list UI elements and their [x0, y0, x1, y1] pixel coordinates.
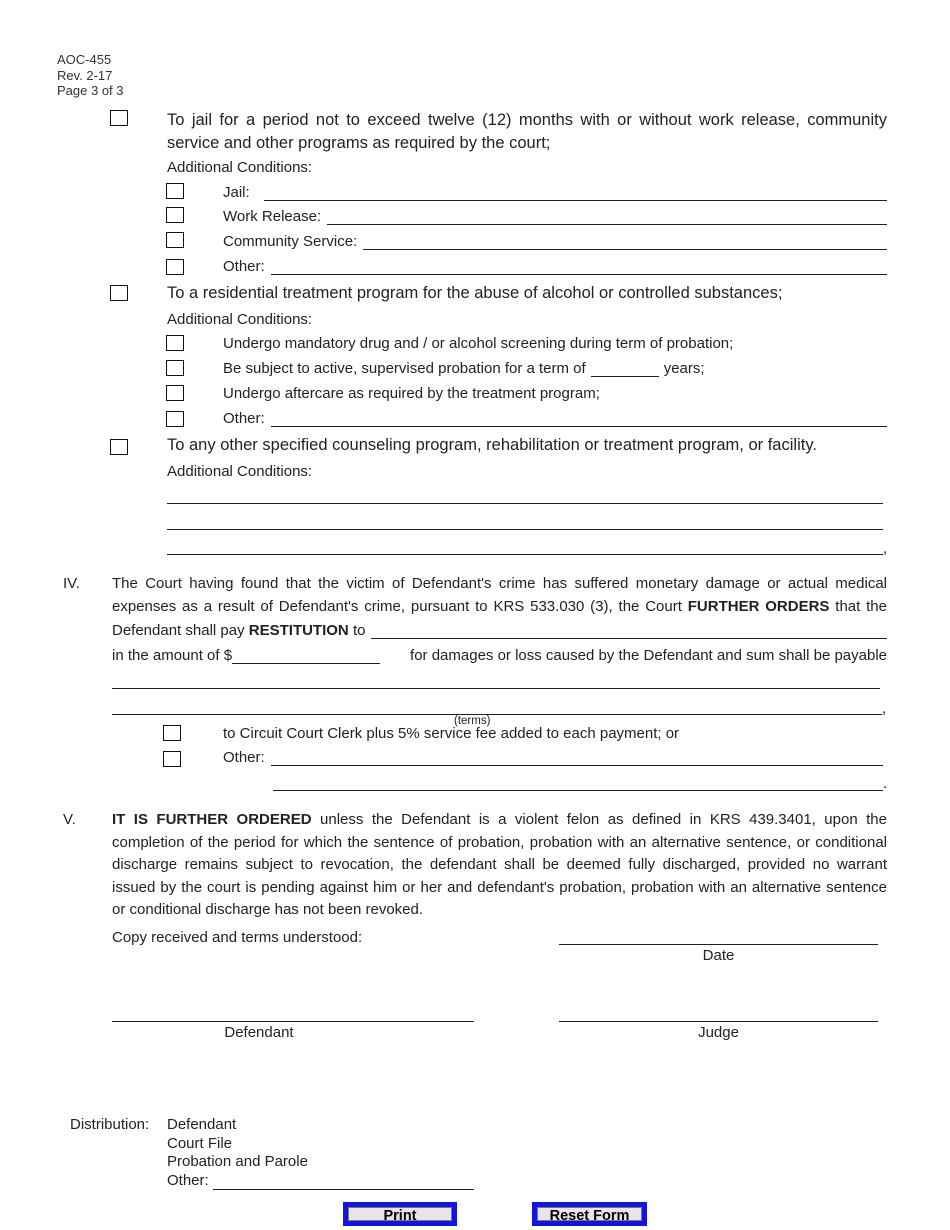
distribution-other-field[interactable]: [213, 1175, 474, 1190]
treatment-other-row: [223, 410, 887, 427]
distribution-court-file: Court File: [167, 1134, 233, 1152]
jail-checkbox[interactable]: [110, 110, 128, 126]
jail-additional-label: Additional Conditions:: [167, 159, 313, 176]
payment-other-checkbox[interactable]: [163, 751, 181, 767]
treatment-text: To a residential treatment program for the abuse of alcohol or controlled substances;: [167, 284, 783, 302]
section-v-numeral: V.: [63, 811, 76, 828]
community-service-field[interactable]: [363, 235, 887, 250]
payment-other-line-2[interactable]: [273, 790, 883, 791]
counseling-conditions-line-1[interactable]: [167, 503, 883, 504]
amount-suffix: for damages or loss caused by the Defendant and sum shall be payable: [410, 647, 887, 664]
form-revision: Rev. 2-17: [57, 67, 113, 83]
supervised-probation-row: [223, 360, 705, 377]
counseling-checkbox[interactable]: [110, 439, 128, 455]
section-iv-line-1: The Court having found that the victim of Defendant's crime has suffered monetary damage or actual medical: [112, 575, 887, 592]
counseling-text: To any other specified counseling program, rehabilitation or treatment program, or facility.: [167, 436, 817, 454]
print-button[interactable]: [343, 1202, 457, 1226]
amount-field[interactable]: [232, 649, 380, 664]
restitution-prefix: Defendant shall pay: [112, 622, 245, 639]
treatment-other-label: Other:: [223, 410, 265, 427]
reset-form-button[interactable]: [532, 1202, 647, 1226]
reset-form-button-label: Reset Form: [537, 1207, 642, 1221]
section-v-text: unless the Defendant is a violent felon as defined in KRS 439.3401, upon the completion of the period for which the sentence of probation, probation with an alternative sentence, or conditional discharge remains subject to revocation, the defendant shall be deemed fully discharged, provided no warrant issued by the court is pending against him or her and defendant's probation, probation with an alternative sentence or conditional discharge has not been revoked.: [112, 811, 887, 918]
section-v-paragraph: [112, 809, 887, 922]
probation-term-field[interactable]: [591, 362, 659, 377]
jail-condition-checkbox[interactable]: [166, 183, 184, 199]
page-number: Page 3 of 3: [57, 83, 124, 98]
section-iv-line-2a: expenses as a result of Defendant's crime, pursuant to KRS 533.030 (3), the Court: [112, 598, 682, 615]
amount-prefix: in the amount of $: [112, 647, 233, 664]
further-ordered-text: IT IS FURTHER ORDERED: [112, 811, 312, 828]
section-iv-line-2: [112, 598, 887, 615]
restitution-text: RESTITUTION: [248, 622, 349, 639]
work-release-field[interactable]: [327, 210, 887, 225]
defendant-label: Defendant: [224, 1024, 294, 1041]
supervised-probation-text: Be subject to active, supervised probation for a term of: [223, 360, 586, 377]
distribution-other-row: [167, 1172, 474, 1191]
print-button-label: Print: [348, 1207, 452, 1221]
counseling-conditions-line-3[interactable]: [167, 554, 883, 555]
defendant-signature-line[interactable]: [112, 1021, 474, 1022]
terms-line-1[interactable]: [112, 688, 880, 689]
date-label: Date: [702, 947, 735, 964]
aftercare-text: Undergo aftercare as required by the treatment program;: [223, 385, 600, 402]
judge-signature-line[interactable]: [559, 1021, 878, 1022]
community-service-checkbox[interactable]: [166, 232, 184, 248]
jail-text: To jail for a period not to exceed twelve (12) months with or without work release, community service and other programs as required by the court;: [167, 111, 887, 152]
jail-other-row: [223, 258, 887, 275]
jail-other-checkbox[interactable]: [166, 259, 184, 275]
further-orders-text: FURTHER ORDERS: [687, 598, 830, 615]
treatment-other-checkbox[interactable]: [166, 411, 184, 427]
distribution-other: Other:: [167, 1171, 209, 1189]
terms-label: (terms): [454, 715, 491, 727]
treatment-other-field[interactable]: [271, 412, 887, 427]
payment-other-label: Other:: [223, 749, 265, 766]
section-iv-line-2b: that the: [835, 598, 887, 615]
jail-condition-row: [223, 184, 887, 201]
work-release-label: Work Release:: [223, 208, 322, 225]
circuit-clerk-text: to Circuit Court Clerk plus 5% service fee added to each payment; or: [223, 725, 680, 742]
judge-label: Judge: [698, 1024, 739, 1041]
counseling-conditions-line-2[interactable]: [167, 529, 883, 530]
jail-other-field[interactable]: [271, 260, 887, 275]
community-service-row: [223, 233, 887, 250]
form-id: AOC-455: [57, 52, 112, 67]
jail-other-label: Other:: [223, 258, 265, 275]
payment-other-row: [223, 749, 883, 766]
work-release-row: [223, 208, 887, 225]
section-iv-numeral: IV.: [63, 575, 80, 592]
distribution-list: [167, 1116, 474, 1190]
screening-checkbox[interactable]: [166, 335, 184, 351]
counseling-comma: ,: [883, 540, 888, 557]
distribution-probation: Probation and Parole: [167, 1153, 308, 1170]
treatment-checkbox[interactable]: [110, 285, 128, 301]
treatment-additional-label: Additional Conditions:: [167, 311, 313, 328]
jail-condition-field[interactable]: [264, 186, 887, 201]
supervised-probation-checkbox[interactable]: [166, 360, 184, 376]
form-header: [57, 52, 124, 99]
restitution-row: [112, 622, 887, 639]
restitution-payee-field[interactable]: [371, 624, 887, 639]
distribution-defendant: Defendant: [167, 1116, 237, 1133]
years-label: years;: [663, 360, 705, 377]
terms-comma: ,: [882, 700, 887, 717]
counseling-additional-label: Additional Conditions:: [167, 463, 313, 480]
payment-other-period: .: [883, 775, 888, 792]
circuit-clerk-checkbox[interactable]: [163, 725, 181, 741]
payment-other-field[interactable]: [271, 751, 883, 766]
distribution-label: Distribution:: [70, 1116, 150, 1133]
amount-row: [112, 647, 887, 664]
date-signature-line[interactable]: [559, 944, 878, 945]
jail-condition-label: Jail:: [223, 184, 250, 201]
community-service-label: Community Service:: [223, 233, 358, 250]
restitution-to: to: [352, 622, 366, 639]
aftercare-checkbox[interactable]: [166, 385, 184, 401]
terms-line-2[interactable]: [112, 714, 882, 715]
work-release-checkbox[interactable]: [166, 207, 184, 223]
screening-text: Undergo mandatory drug and / or alcohol screening during term of probation;: [223, 335, 734, 352]
copy-received-text: Copy received and terms understood:: [112, 929, 363, 946]
